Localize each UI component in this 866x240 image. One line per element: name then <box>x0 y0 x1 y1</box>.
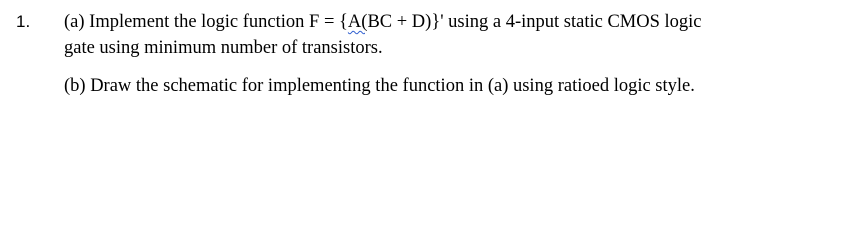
part-a-line-2: gate using minimum number of transistors. <box>64 38 383 58</box>
part-a-suffix: BC + D)}' using a 4-input static CMOS logic <box>367 12 702 32</box>
part-b-line: (b) Draw the schematic for implementing the function in (a) using ratioed logic style. <box>64 76 695 96</box>
part-a-prefix: (a) Implement the logic function F = { <box>64 12 348 32</box>
spellcheck-squiggle-text[interactable]: A( <box>347 12 368 32</box>
part-a-line-1 <box>64 10 702 34</box>
question-number: 1. <box>16 12 31 31</box>
question-1 <box>0 0 866 107</box>
